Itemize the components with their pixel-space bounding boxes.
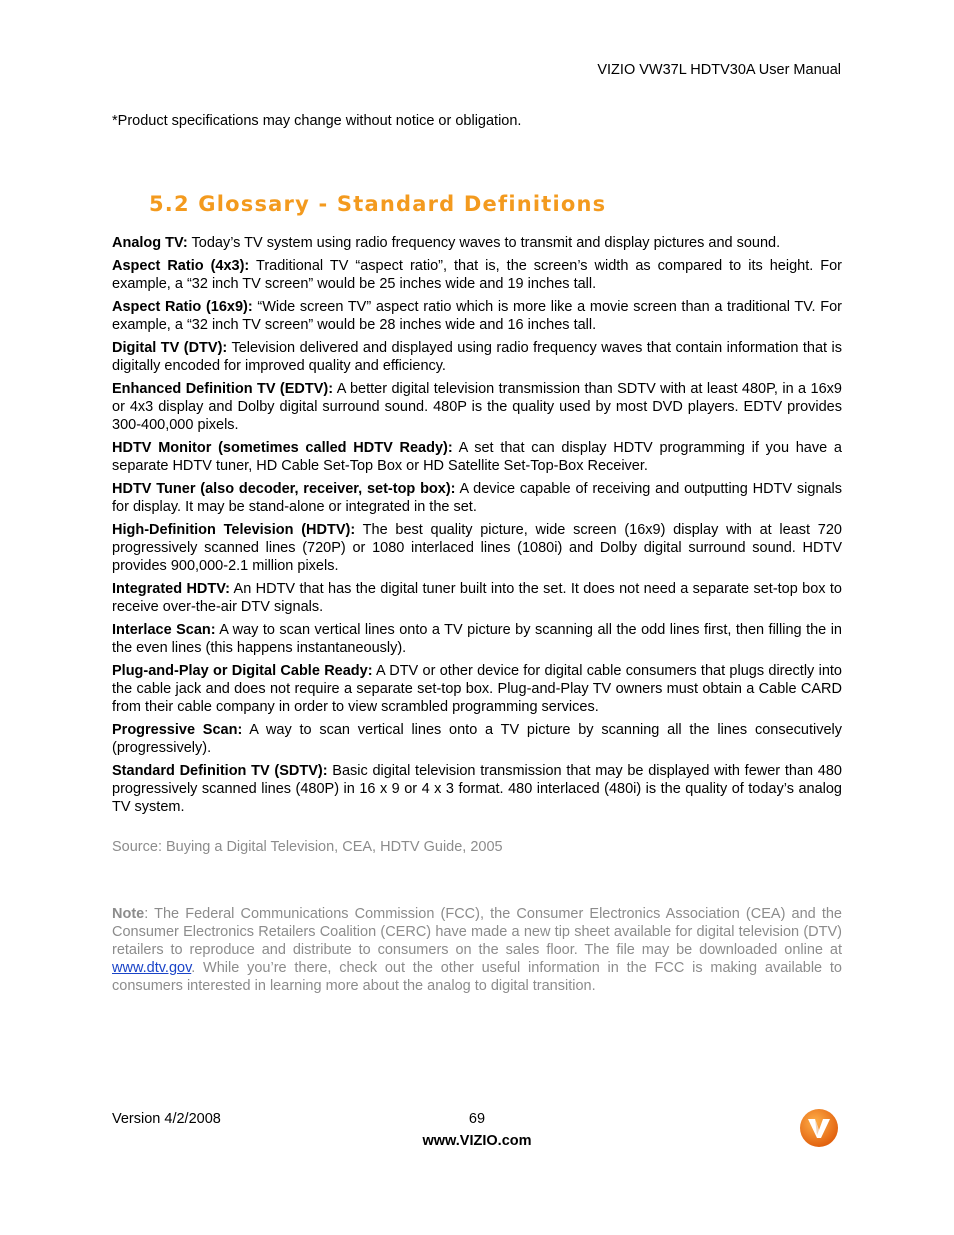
glossary-entry <box>112 662 842 716</box>
glossary-definition: An HDTV that has the digital tuner built into the set. It does not need a separate set-top box to receive over-the-air DTV signals. <box>112 581 842 615</box>
glossary-term: Integrated HDTV: <box>112 581 230 597</box>
glossary-entry <box>112 721 842 757</box>
glossary-term: Analog TV: <box>112 235 188 251</box>
section-heading: 5.2 Glossary - Standard Definitions <box>149 192 607 216</box>
glossary-term: Aspect Ratio (16x9): <box>112 299 253 315</box>
glossary-list <box>112 234 842 821</box>
footer-website: www.VIZIO.com <box>422 1133 532 1149</box>
glossary-entry <box>112 439 842 475</box>
glossary-definition: The best quality picture, wide screen (16x9) display with at least 720 progressively scanned lines (720P) or 1080 interlaced lines (1080i) and Dolby digital surround sound. HDTV provides 900,000-2.1 million pixels. <box>112 522 843 574</box>
glossary-definition: “Wide screen TV” aspect ratio which is more like a movie screen than a traditional TV. For example, a “32 inch TV screen” would be 28 inches wide and 16 inches tall. <box>112 299 842 333</box>
header-title: VIZIO VW37L HDTV30A User Manual <box>597 62 841 78</box>
glossary-definition: A way to scan vertical lines onto a TV picture by scanning all the lines consecutively (progressively). <box>112 722 842 756</box>
glossary-definition: Traditional TV “aspect ratio”, that is, the screen’s width as compared to its height. For example, a “32 inch TV screen” would be 25 inches wide and 19 inches tall. <box>112 258 842 292</box>
vizio-logo-graphic <box>799 1108 839 1148</box>
glossary-term: Enhanced Definition TV (EDTV): <box>112 381 334 397</box>
glossary-definition: A better digital television transmission than SDTV with at least 480P, in a 16x9 or 4x3 display and Dolby digital surround sound. 480P is the quality used by most DVD players. EDTV provides 300-400,000 pixels. <box>112 381 842 433</box>
glossary-definition: A DTV or other device for digital cable consumers that plugs directly into the cable jack and does not require a separate set-top box. Plug-and-Play TV owners must obtain a Cable CARD from their cable company in order to view scrambled programming services. <box>112 663 842 715</box>
glossary-entry <box>112 298 842 334</box>
glossary-term: Interlace Scan: <box>112 622 216 638</box>
glossary-definition: A device capable of receiving and outputting HDTV signals for display. It may be stand-alone or integrated in the set. <box>112 481 842 515</box>
glossary-entry <box>112 521 842 575</box>
source-citation: Source: Buying a Digital Television, CEA, HDTV Guide, 2005 <box>112 839 503 855</box>
glossary-definition: Television delivered and displayed using radio frequency waves that contain information that is digitally encoded for improved quality and efficiency. <box>112 340 842 374</box>
glossary-definition: Basic digital television transmission that may be displayed with fewer than 480 progressively scanned lines (480P) in 16 x 9 or 4 x 3 format. 480 interlaced (480i) is the quality of today’s analog TV system. <box>112 763 842 815</box>
glossary-entry <box>112 580 842 616</box>
glossary-term: Aspect Ratio (4x3): <box>112 258 250 274</box>
glossary-term: Plug-and-Play or Digital Cable Ready: <box>112 663 373 679</box>
note-text: : The Federal Communications Commission (FCC), the Consumer Electronics Association (CEA) and the Consumer Electronics Retailers Coalition (CERC) have made a new tip sheet available for digital television (DTV) retailers to reproduce and distribute to consumers on the sales floor. The file may be downloaded online at <box>112 906 842 958</box>
glossary-entry <box>112 621 842 657</box>
glossary-term: High-Definition Television (HDTV): <box>112 522 356 538</box>
glossary-entry <box>112 257 842 293</box>
dtv-gov-link[interactable]: www.dtv.gov <box>112 960 192 976</box>
glossary-definition: Today’s TV system using radio frequency waves to transmit and display pictures and sound. <box>187 235 781 251</box>
note-paragraph <box>112 905 842 995</box>
note-text-continued: . While you’re there, check out the other useful information in the FCC is making available to consumers interested in learning more about the analog to digital transition. <box>112 960 842 994</box>
glossary-entry <box>112 762 842 816</box>
page-number: 69 <box>468 1111 486 1127</box>
glossary-definition: A way to scan vertical lines onto a TV picture by scanning all the odd lines first, then filling the in the even lines (this happens instantaneously). <box>112 622 842 656</box>
glossary-term: Progressive Scan: <box>112 722 243 738</box>
glossary-entry <box>112 234 842 252</box>
glossary-term: HDTV Tuner (also decoder, receiver, set-top box): <box>112 481 456 497</box>
glossary-entry <box>112 339 842 375</box>
glossary-term: HDTV Monitor (sometimes called HDTV Ready): <box>112 440 453 456</box>
glossary-term: Standard Definition TV (SDTV): <box>112 763 328 779</box>
note-label: Note <box>112 906 145 922</box>
footer-version: Version 4/2/2008 <box>112 1111 221 1127</box>
spec-disclaimer: *Product specifications may change without notice or obligation. <box>112 113 522 129</box>
glossary-term: Digital TV (DTV): <box>112 340 228 356</box>
glossary-entry <box>112 380 842 434</box>
glossary-entry <box>112 480 842 516</box>
glossary-definition: A set that can display HDTV programming if you have a separate HDTV tuner, HD Cable Set-Top Box or HD Satellite Set-Top-Box Receiver. <box>112 440 842 474</box>
vizio-v-logo-icon <box>799 1108 839 1148</box>
